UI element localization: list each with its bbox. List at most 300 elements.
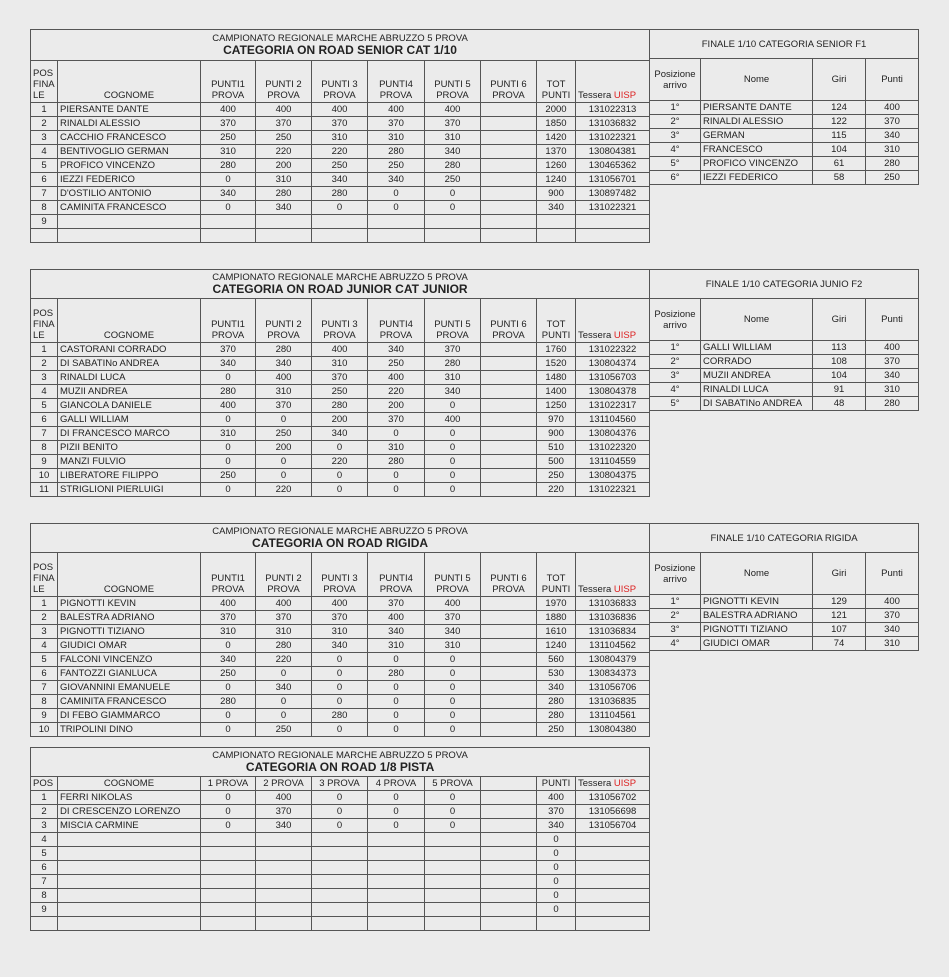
final-points-cell: 370 bbox=[866, 609, 919, 623]
prova1-cell: 0 bbox=[201, 173, 256, 187]
prova3-cell: 340 bbox=[312, 427, 368, 441]
tessera-cell bbox=[576, 833, 650, 847]
prova4-cell: 280 bbox=[368, 667, 425, 681]
prova4-cell: 0 bbox=[368, 427, 425, 441]
cognome-cell: MUZII ANDREA bbox=[58, 385, 201, 399]
prova3-cell: 400 bbox=[312, 597, 368, 611]
prova5-cell: 0 bbox=[425, 791, 481, 805]
cognome-cell: GIANCOLA DANIELE bbox=[58, 399, 201, 413]
total-cell: 370 bbox=[537, 805, 576, 819]
final-points-cell: 310 bbox=[866, 383, 919, 397]
prova2-cell: 340 bbox=[256, 357, 312, 371]
table-row bbox=[31, 875, 650, 889]
total-cell: 0 bbox=[537, 833, 576, 847]
prova1-cell: 0 bbox=[201, 819, 256, 833]
prova5-cell: 340 bbox=[425, 145, 481, 159]
pos-cell: 2 bbox=[31, 357, 58, 371]
table-row bbox=[31, 385, 650, 399]
final-position-cell: 2° bbox=[650, 355, 701, 369]
prova6-cell bbox=[481, 805, 537, 819]
tessera-cell: 131056702 bbox=[576, 791, 650, 805]
prova3-cell: 250 bbox=[312, 385, 368, 399]
prova1-cell: 400 bbox=[201, 103, 256, 117]
category-title: CATEGORIA ON ROAD 1/8 PISTA bbox=[245, 760, 435, 774]
table-row bbox=[31, 427, 650, 441]
prova6-cell bbox=[481, 343, 537, 357]
table-row bbox=[31, 625, 650, 639]
prova4-cell bbox=[368, 917, 425, 931]
prova4-cell: 340 bbox=[368, 625, 425, 639]
prova4-cell: 0 bbox=[368, 483, 425, 497]
prova2-cell: 200 bbox=[256, 159, 312, 173]
pos-cell: 5 bbox=[31, 399, 58, 413]
prova5-cell bbox=[425, 875, 481, 889]
pos-header: POS FINA LE bbox=[31, 553, 58, 597]
prova5-cell: 0 bbox=[425, 667, 481, 681]
final-laps-cell: 74 bbox=[813, 637, 866, 651]
final-name-cell: RINALDI LUCA bbox=[701, 383, 813, 397]
tessera-cell: 131056704 bbox=[576, 819, 650, 833]
tessera-cell: 131056703 bbox=[576, 371, 650, 385]
prova1-cell: 280 bbox=[201, 385, 256, 399]
prova3-cell bbox=[312, 903, 368, 917]
prova1-cell bbox=[201, 833, 256, 847]
tessera-header: Tessera UISP bbox=[576, 299, 650, 343]
total-cell: 0 bbox=[537, 903, 576, 917]
prova5-cell: 370 bbox=[425, 117, 481, 131]
tessera-header: Tessera UISP bbox=[576, 777, 650, 791]
prova4-cell: 280 bbox=[368, 455, 425, 469]
punti3-header: PUNTI 3 PROVA bbox=[312, 553, 368, 597]
table-row bbox=[31, 695, 650, 709]
nome-header: Nome bbox=[701, 59, 813, 101]
prova6-cell bbox=[481, 819, 537, 833]
prova4-cell: 280 bbox=[368, 145, 425, 159]
tessera-cell: 131022320 bbox=[576, 441, 650, 455]
empty-header bbox=[481, 777, 537, 791]
cognome-cell: DI CRESCENZO LORENZO bbox=[58, 805, 201, 819]
prova4-cell: 310 bbox=[368, 131, 425, 145]
prova2-cell: 310 bbox=[256, 385, 312, 399]
pos-cell: 6 bbox=[31, 861, 58, 875]
pos-cell: 7 bbox=[31, 427, 58, 441]
prova2-cell: 250 bbox=[256, 131, 312, 145]
cognome-cell: GALLI WILLIAM bbox=[58, 413, 201, 427]
punti2-header: PUNTI 2 PROVA bbox=[256, 299, 312, 343]
total-cell: 530 bbox=[537, 667, 576, 681]
total-cell: 500 bbox=[537, 455, 576, 469]
senior-final bbox=[649, 29, 919, 185]
final-position-cell: 1° bbox=[650, 101, 701, 115]
prova6-cell bbox=[481, 427, 537, 441]
prova1-cell: 0 bbox=[201, 483, 256, 497]
table-row bbox=[31, 131, 650, 145]
final-name-cell: BALESTRA ADRIANO bbox=[701, 609, 813, 623]
final-laps-cell: 113 bbox=[813, 341, 866, 355]
prova3-cell: 400 bbox=[312, 343, 368, 357]
cognome-cell: TRIPOLINI DINO bbox=[58, 723, 201, 737]
final-points-cell: 400 bbox=[866, 595, 919, 609]
prova5-cell: 0 bbox=[425, 681, 481, 695]
final-name-cell: GIUDICI OMAR bbox=[701, 637, 813, 651]
prova6-cell bbox=[481, 145, 537, 159]
cognome-cell bbox=[58, 847, 201, 861]
prova4-cell: 0 bbox=[368, 187, 425, 201]
total-cell: 1480 bbox=[537, 371, 576, 385]
tessera-cell: 131036836 bbox=[576, 611, 650, 625]
table-row bbox=[31, 399, 650, 413]
cognome-cell: CASTORANI CORRADO bbox=[58, 343, 201, 357]
punti2-header: PUNTI 2 PROVA bbox=[256, 553, 312, 597]
prova6-cell bbox=[481, 441, 537, 455]
cognome-cell bbox=[58, 833, 201, 847]
final-laps-cell: 58 bbox=[813, 171, 866, 185]
punti-header: Punti bbox=[866, 59, 919, 101]
championship-subtitle: CAMPIONATO REGIONALE MARCHE ABRUZZO 5 PROVA bbox=[212, 33, 468, 44]
prova1-cell: 340 bbox=[201, 187, 256, 201]
prova5-cell: 0 bbox=[425, 399, 481, 413]
table-row bbox=[31, 819, 650, 833]
cognome-cell: LIBERATORE FILIPPO bbox=[58, 469, 201, 483]
prova6-cell bbox=[481, 469, 537, 483]
punti3-header: PUNTI 3 PROVA bbox=[312, 299, 368, 343]
table-row bbox=[31, 357, 650, 371]
prova5-cell: 400 bbox=[425, 597, 481, 611]
tessera-cell: 130834373 bbox=[576, 667, 650, 681]
prova6-cell bbox=[481, 201, 537, 215]
prova6-cell bbox=[481, 681, 537, 695]
punti-header: Punti bbox=[866, 299, 919, 341]
total-cell: 900 bbox=[537, 187, 576, 201]
nome-header: Nome bbox=[701, 553, 813, 595]
prova4-cell: 0 bbox=[368, 201, 425, 215]
prova4-cell: 400 bbox=[368, 611, 425, 625]
total-cell: 280 bbox=[537, 709, 576, 723]
total-cell: 1250 bbox=[537, 399, 576, 413]
tessera-cell: 131104559 bbox=[576, 455, 650, 469]
final-title: FINALE 1/10 CATEGORIA JUNIO F2 bbox=[650, 270, 919, 299]
total-cell: 1970 bbox=[537, 597, 576, 611]
pos-cell: 7 bbox=[31, 875, 58, 889]
prova5-cell: 0 bbox=[425, 441, 481, 455]
prova3-cell: 0 bbox=[312, 681, 368, 695]
tessera-cell: 130804376 bbox=[576, 427, 650, 441]
pos-header: POS FINA LE bbox=[31, 299, 58, 343]
tessera-cell bbox=[576, 229, 650, 243]
prova5-cell: 400 bbox=[425, 413, 481, 427]
cognome-cell: GIUDICI OMAR bbox=[58, 639, 201, 653]
prova4-header: 4 PROVA bbox=[368, 777, 425, 791]
prova5-cell: 0 bbox=[425, 427, 481, 441]
prova2-cell: 280 bbox=[256, 187, 312, 201]
prova4-cell: 0 bbox=[368, 723, 425, 737]
cognome-cell: D'OSTILIO ANTONIO bbox=[58, 187, 201, 201]
punti1-header: PUNTI1 PROVA bbox=[201, 299, 256, 343]
prova1-cell: 0 bbox=[201, 723, 256, 737]
prova4-cell: 400 bbox=[368, 371, 425, 385]
final-row bbox=[650, 397, 919, 411]
prova1-cell: 0 bbox=[201, 441, 256, 455]
prova4-cell: 0 bbox=[368, 681, 425, 695]
table-row bbox=[31, 145, 650, 159]
prova2-cell: 280 bbox=[256, 343, 312, 357]
prova3-cell bbox=[312, 833, 368, 847]
prova1-cell: 400 bbox=[201, 597, 256, 611]
pos-cell: 5 bbox=[31, 159, 58, 173]
column-header-row bbox=[31, 299, 650, 343]
table-row bbox=[31, 639, 650, 653]
prova4-cell: 340 bbox=[368, 173, 425, 187]
table-row bbox=[31, 187, 650, 201]
pos-cell: 8 bbox=[31, 441, 58, 455]
pos-cell: 3 bbox=[31, 371, 58, 385]
posizione-header: Posizione arrivo bbox=[650, 299, 701, 341]
prova1-cell: 280 bbox=[201, 695, 256, 709]
prova3-cell: 220 bbox=[312, 455, 368, 469]
final-position-cell: 4° bbox=[650, 383, 701, 397]
final-position-cell: 4° bbox=[650, 637, 701, 651]
prova1-cell bbox=[201, 229, 256, 243]
total-cell: 1400 bbox=[537, 385, 576, 399]
category-title: CATEGORIA ON ROAD RIGIDA bbox=[252, 536, 429, 550]
prova1-cell: 250 bbox=[201, 131, 256, 145]
table-row bbox=[31, 117, 650, 131]
pos-header: POS FINA LE bbox=[31, 61, 58, 103]
pos-cell: 9 bbox=[31, 455, 58, 469]
prova4-cell: 370 bbox=[368, 597, 425, 611]
tessera-cell: 131056701 bbox=[576, 173, 650, 187]
table-row bbox=[31, 723, 650, 737]
standings-table bbox=[30, 523, 650, 737]
prova4-cell: 200 bbox=[368, 399, 425, 413]
prova3-cell bbox=[312, 229, 368, 243]
cognome-cell bbox=[58, 861, 201, 875]
pos-cell: 3 bbox=[31, 625, 58, 639]
cognome-cell: RINALDI LUCA bbox=[58, 371, 201, 385]
prova1-cell: 0 bbox=[201, 791, 256, 805]
prova2-cell bbox=[256, 861, 312, 875]
total-cell: 1850 bbox=[537, 117, 576, 131]
prova6-cell bbox=[481, 371, 537, 385]
prova5-cell: 0 bbox=[425, 653, 481, 667]
pos-cell bbox=[31, 917, 58, 931]
final-points-cell: 370 bbox=[866, 115, 919, 129]
pos-cell: 2 bbox=[31, 117, 58, 131]
total-cell: 250 bbox=[537, 723, 576, 737]
pos-cell: 8 bbox=[31, 889, 58, 903]
final-position-cell: 2° bbox=[650, 609, 701, 623]
prova2-cell: 340 bbox=[256, 681, 312, 695]
total-cell: 1240 bbox=[537, 173, 576, 187]
punti4-header: PUNTI4 PROVA bbox=[368, 61, 425, 103]
prova3-cell: 0 bbox=[312, 805, 368, 819]
prova4-cell bbox=[368, 833, 425, 847]
prova5-cell: 250 bbox=[425, 173, 481, 187]
prova1-cell bbox=[201, 215, 256, 229]
prova1-cell: 0 bbox=[201, 709, 256, 723]
table-row bbox=[31, 805, 650, 819]
prova6-cell bbox=[481, 723, 537, 737]
final-laps-cell: 91 bbox=[813, 383, 866, 397]
tessera-cell bbox=[576, 889, 650, 903]
pos-cell: 1 bbox=[31, 103, 58, 117]
prova3-cell: 0 bbox=[312, 819, 368, 833]
prova4-cell: 0 bbox=[368, 791, 425, 805]
punti-header: Punti bbox=[866, 553, 919, 595]
tot-header: TOT PUNTI bbox=[537, 299, 576, 343]
final-laps-cell: 104 bbox=[813, 143, 866, 157]
pos-cell: 10 bbox=[31, 469, 58, 483]
pos-cell: 11 bbox=[31, 483, 58, 497]
prova1-cell: 310 bbox=[201, 145, 256, 159]
tessera-cell: 130465362 bbox=[576, 159, 650, 173]
prova5-cell: 310 bbox=[425, 639, 481, 653]
prova3-cell: 0 bbox=[312, 469, 368, 483]
prova2-cell: 0 bbox=[256, 709, 312, 723]
final-laps-cell: 121 bbox=[813, 609, 866, 623]
cognome-cell: FERRI NIKOLAS bbox=[58, 791, 201, 805]
prova2-cell: 370 bbox=[256, 611, 312, 625]
tessera-cell: 131104562 bbox=[576, 639, 650, 653]
prova6-cell bbox=[481, 455, 537, 469]
final-points-cell: 310 bbox=[866, 143, 919, 157]
pos-cell: 4 bbox=[31, 145, 58, 159]
prova4-cell bbox=[368, 875, 425, 889]
standings-table bbox=[30, 29, 650, 243]
final-position-cell: 5° bbox=[650, 397, 701, 411]
prova2-cell bbox=[256, 229, 312, 243]
prova4-cell: 0 bbox=[368, 819, 425, 833]
prova3-cell: 0 bbox=[312, 441, 368, 455]
prova3-cell: 220 bbox=[312, 145, 368, 159]
prova3-cell: 370 bbox=[312, 611, 368, 625]
prova3-cell: 370 bbox=[312, 371, 368, 385]
pos-cell: 6 bbox=[31, 413, 58, 427]
prova2-cell: 340 bbox=[256, 819, 312, 833]
table-row bbox=[31, 483, 650, 497]
prova4-cell: 250 bbox=[368, 357, 425, 371]
rigida-final bbox=[649, 523, 919, 651]
cognome-cell bbox=[58, 875, 201, 889]
prova5-cell: 340 bbox=[425, 385, 481, 399]
prova6-cell bbox=[481, 187, 537, 201]
table-row bbox=[31, 917, 650, 931]
final-laps-cell: 124 bbox=[813, 101, 866, 115]
punti1-header: PUNTI1 PROVA bbox=[201, 61, 256, 103]
prova3-cell: 340 bbox=[312, 639, 368, 653]
prova2-cell: 340 bbox=[256, 201, 312, 215]
punti6-header: PUNTI 6 PROVA bbox=[481, 553, 537, 597]
prova5-cell: 280 bbox=[425, 159, 481, 173]
prova6-cell bbox=[481, 889, 537, 903]
final-position-cell: 4° bbox=[650, 143, 701, 157]
pos-cell: 1 bbox=[31, 343, 58, 357]
prova3-cell: 0 bbox=[312, 791, 368, 805]
pos-cell: 4 bbox=[31, 833, 58, 847]
prova3-cell: 200 bbox=[312, 413, 368, 427]
prova5-cell: 0 bbox=[425, 201, 481, 215]
cognome-header: COGNOME bbox=[58, 299, 201, 343]
cognome-cell: DI SABATINo ANDREA bbox=[58, 357, 201, 371]
total-cell: 1760 bbox=[537, 343, 576, 357]
championship-subtitle: CAMPIONATO REGIONALE MARCHE ABRUZZO 5 PROVA bbox=[212, 272, 468, 283]
tot-header: TOT PUNTI bbox=[537, 61, 576, 103]
prova3-cell: 310 bbox=[312, 131, 368, 145]
cognome-cell bbox=[58, 903, 201, 917]
prova1-cell bbox=[201, 861, 256, 875]
prova2-cell: 400 bbox=[256, 103, 312, 117]
prova1-cell: 0 bbox=[201, 681, 256, 695]
cognome-header: COGNOME bbox=[58, 61, 201, 103]
prova3-cell: 250 bbox=[312, 159, 368, 173]
prova2-cell: 0 bbox=[256, 695, 312, 709]
prova1-cell: 250 bbox=[201, 667, 256, 681]
prova6-cell bbox=[481, 229, 537, 243]
total-cell: 1240 bbox=[537, 639, 576, 653]
final-row bbox=[650, 355, 919, 369]
tessera-cell: 130804375 bbox=[576, 469, 650, 483]
final-points-cell: 280 bbox=[866, 397, 919, 411]
prova4-cell: 0 bbox=[368, 469, 425, 483]
prova6-cell bbox=[481, 695, 537, 709]
tessera-cell bbox=[576, 875, 650, 889]
final-name-cell: MUZII ANDREA bbox=[701, 369, 813, 383]
prova6-cell bbox=[481, 847, 537, 861]
prova2-cell bbox=[256, 889, 312, 903]
pos-cell: 6 bbox=[31, 667, 58, 681]
total-cell: 220 bbox=[537, 483, 576, 497]
prova1-header: 1 PROVA bbox=[201, 777, 256, 791]
table-row bbox=[31, 833, 650, 847]
total-cell: 1520 bbox=[537, 357, 576, 371]
final-header-row bbox=[650, 59, 919, 101]
cognome-cell: CACCHIO FRANCESCO bbox=[58, 131, 201, 145]
final-name-cell: GERMAN bbox=[701, 129, 813, 143]
tessera-cell: 130804374 bbox=[576, 357, 650, 371]
prova1-cell: 0 bbox=[201, 455, 256, 469]
final-laps-cell: 104 bbox=[813, 369, 866, 383]
punti6-header: PUNTI 6 PROVA bbox=[481, 299, 537, 343]
punti5-header: PUNTI 5 PROVA bbox=[425, 61, 481, 103]
final-position-cell: 3° bbox=[650, 369, 701, 383]
prova6-cell bbox=[481, 791, 537, 805]
prova3-cell: 0 bbox=[312, 201, 368, 215]
prova2-cell bbox=[256, 833, 312, 847]
posizione-header: Posizione arrivo bbox=[650, 553, 701, 595]
table-row bbox=[31, 903, 650, 917]
final-row bbox=[650, 341, 919, 355]
prova1-cell bbox=[201, 903, 256, 917]
final-position-cell: 1° bbox=[650, 595, 701, 609]
total-cell: 1260 bbox=[537, 159, 576, 173]
cognome-cell: MANZI FULVIO bbox=[58, 455, 201, 469]
prova5-cell: 310 bbox=[425, 371, 481, 385]
cognome-cell: DI FRANCESCO MARCO bbox=[58, 427, 201, 441]
final-name-cell: PIGNOTTI TIZIANO bbox=[701, 623, 813, 637]
cognome-cell: FALCONI VINCENZO bbox=[58, 653, 201, 667]
prova5-cell: 0 bbox=[425, 187, 481, 201]
pos-cell: 7 bbox=[31, 681, 58, 695]
tessera-cell: 130804380 bbox=[576, 723, 650, 737]
tessera-cell: 131104560 bbox=[576, 413, 650, 427]
table-row bbox=[31, 103, 650, 117]
prova2-cell: 220 bbox=[256, 653, 312, 667]
prova3-cell: 0 bbox=[312, 653, 368, 667]
prova1-cell: 340 bbox=[201, 653, 256, 667]
table-row bbox=[31, 889, 650, 903]
prova4-cell bbox=[368, 229, 425, 243]
prova1-cell bbox=[201, 917, 256, 931]
